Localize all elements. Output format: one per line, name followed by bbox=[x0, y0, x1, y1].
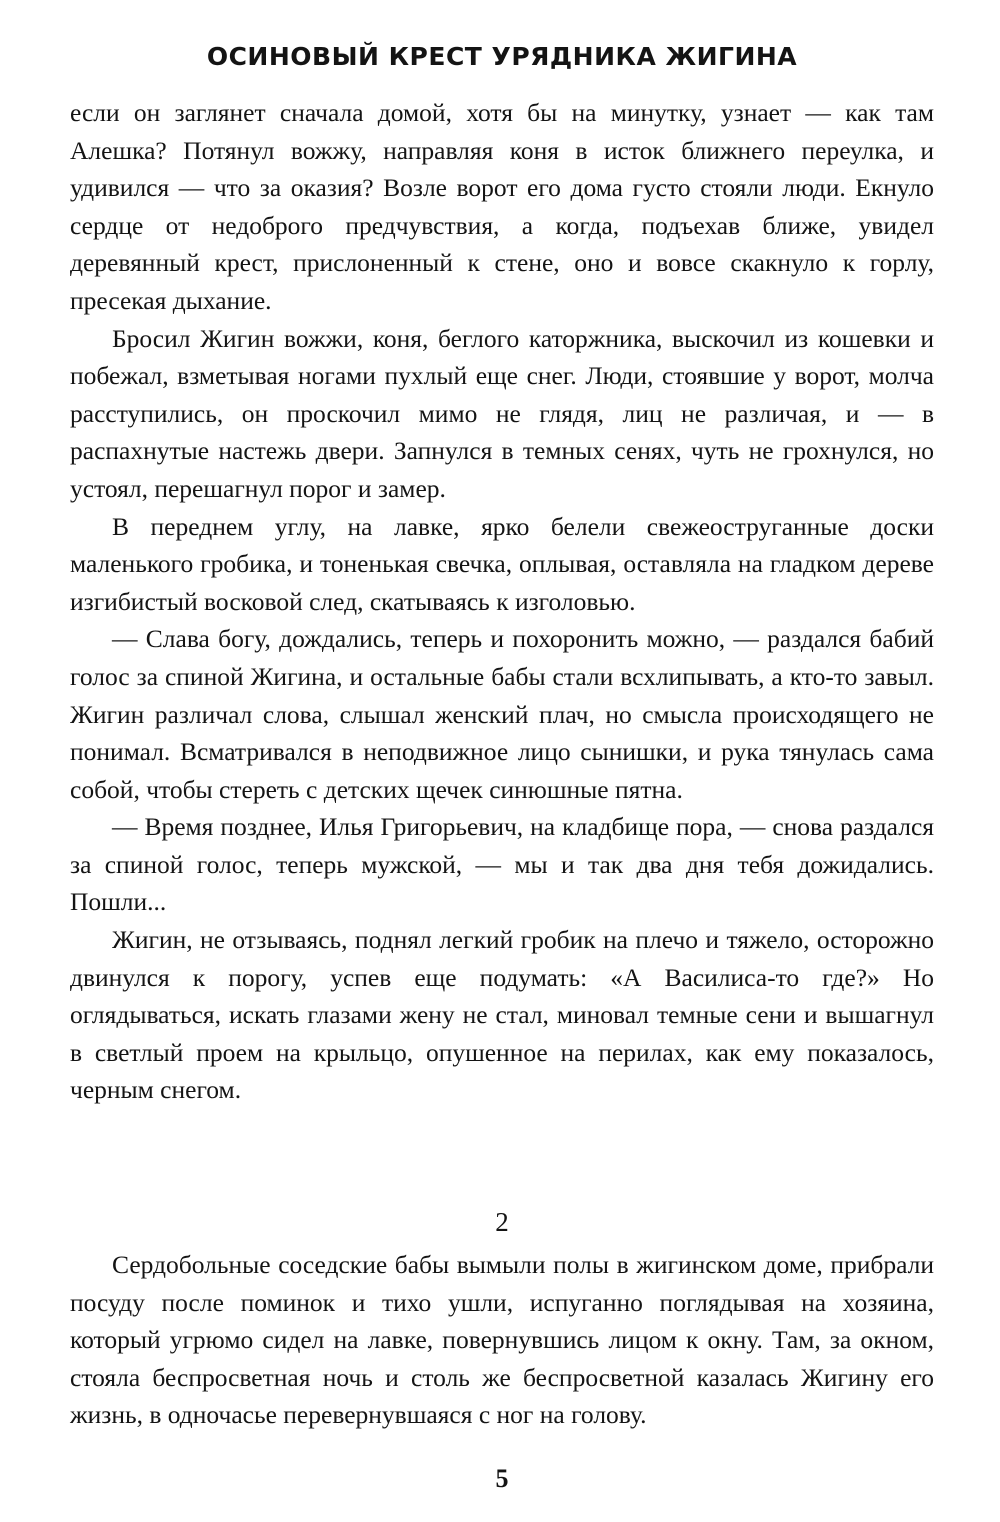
paragraph-continued: если он заглянет сначала домой, хотя бы на минутку, узнает — как там Алешка? Потянул вожжу, направляя коня в исток ближнего переулка, и удивился — что за оказия? Возле ворот его дома густо стояли люди. Екнуло сердце от недоброго предчувствия, а когда, подъехав ближе, увидел деревянный крест, прислоненный к стене, оно и вовсе скакнуло к горлу, пресекая дыхание. bbox=[70, 98, 934, 315]
chapter-text bbox=[70, 94, 934, 1109]
book-page bbox=[70, 0, 934, 1522]
section-number: 2 bbox=[495, 1207, 509, 1237]
paragraph: Сердобольные соседские бабы вымыли полы в жигинском доме, прибрали посуду после поминок и тихо ушли, испуганно поглядывая на хозяина, который угрюмо сидел на лавке, повернувшись лицом к окну. Там, за окном, стояла беспросветная ночь и столь же беспросветной казалась Жигину его жизнь, в одночасье перевернувшаяся с ног на голову. bbox=[70, 1250, 934, 1430]
paragraph-dialogue: — Слава богу, дождались, теперь и похоронить можно, — раздался бабий голос за спиной Жигина, и остальные бабы стали всхлипывать, а кто-то завыл. Жигин различал слова, слышал женский плач, но смысла происходящего не понимал. Всматривался в неподвижное лицо сынишки, и рука тянулась сама собой, чтобы стереть с детских щечек синюшные пятна. bbox=[70, 624, 934, 804]
paragraph: В переднем углу, на лавке, ярко белели свежеоструганные доски маленького гробика, и тоненькая свечка, оплывая, оставляла на гладком дереве изгибистый восковой след, скатываясь к изголовью. bbox=[70, 511, 934, 616]
page-number: 5 bbox=[495, 1464, 509, 1493]
paragraph: Бросил Жигин вожжи, коня, беглого каторжника, выскочил из кошевки и побежал, взметывая ногами пухлый еще снег. Люди, стоявшие у ворот, молча расступились, он проскочил мимо не глядя, лиц не различая, и — в распахнутые настежь двери. Запнулся в темных сенях, чуть не грохнулся, но устоял, перешагнул порог и замер. bbox=[70, 323, 934, 503]
paragraph-dialogue: — Время позднее, Илья Григорьевич, на кладбище пора, — снова раздался за спиной голос, теперь мужской, — мы и так два дня тебя дожидались. Пошли... bbox=[70, 812, 934, 917]
paragraph: Жигин, не отзываясь, поднял легкий гробик на плечо и тяжело, осторожно двинулся к порогу, успев еще подумать: «А Василиса-то где?» Но оглядываться, искать глазами жену не стал, миновал темные сени и вышагнул в светлый проем на крыльцо, опушенное на перилах, как ему показалось, черным снегом. bbox=[70, 925, 934, 1105]
running-head: ОСИНОВЫЙ КРЕСТ УРЯДНИКА ЖИГИНА bbox=[206, 42, 798, 71]
section-text bbox=[70, 1246, 934, 1434]
